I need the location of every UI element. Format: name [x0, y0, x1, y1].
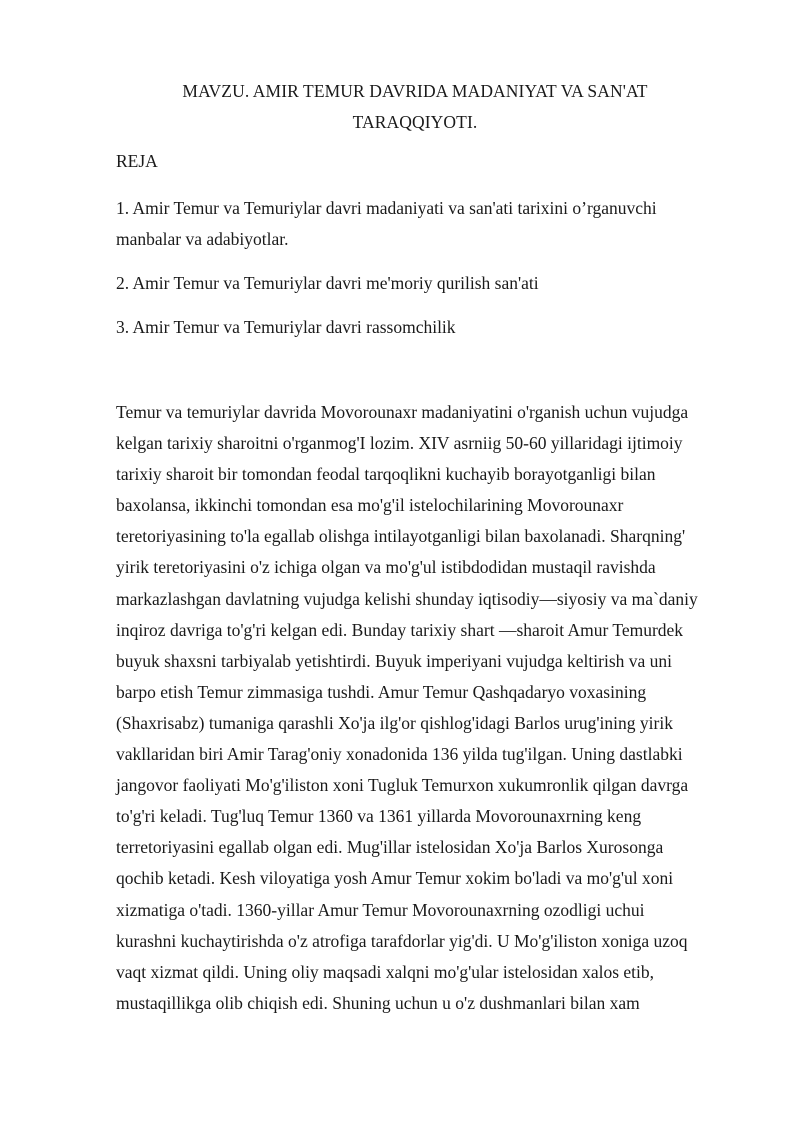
body-line: kelgan tarixiy sharoitni o'rganmog'I lozim. XIV asrniig 50-60 yillaridagi ijtimoiy: [116, 433, 683, 454]
body-line: vakllaridan biri Amir Tarag'oniy xonadonida 136 yilda tug'ilgan. Uning dastlabki: [116, 744, 683, 765]
body-line: mustaqillikga olib chiqish edi. Shuning uchun u o'z dushmanlari bilan xam: [116, 992, 640, 1013]
body-line: yirik teretoriyasini o'z ichiga olgan va mo'g'ul istibdodidan mustaqil ravishda: [116, 557, 656, 578]
body-line: to'g'ri keladi. Tug'luq Temur 1360 va 1361 yillarda Movorounaxrning keng: [116, 806, 642, 827]
title-line-2: TARAQQIYOTI.: [352, 112, 478, 132]
body-paragraph: [116, 399, 756, 1021]
body-line: jangovor faoliyati Mo'g'iliston xoni Tugluk Temurxon xukumronlik qilgan davrga: [116, 775, 689, 796]
plan-heading: REJA: [116, 151, 158, 171]
document-title: [150, 76, 680, 138]
plan-item-3: 3. Amir Temur va Temuriylar davri rassomchilik: [116, 317, 456, 337]
body-line: terretoriyasini egallab olgan edi. Mug'illar istelosidan Xo'ja Barlos Xurosonga: [116, 837, 664, 858]
body-line: barpo etish Temur zimmasiga tushdi. Amur Temur Qashqadaryo voxasining: [116, 681, 647, 702]
plan-item-2: 2. Amir Temur va Temuriylar davri me'moriy qurilish san'ati: [116, 273, 539, 293]
body-line: tarixiy sharoit bir tomondan feodal tarqoqlikni kuchayib borayotganligi bilan: [116, 464, 656, 485]
body-line: teretoriyasining to'la egallab olishga intilayotganligi bilan baxolanadi. Sharqning': [116, 526, 686, 547]
body-line: kurashni kuchaytirishda o'z atrofiga tarafdorlar yig'di. U Mo'g'iliston xoniga uzoq: [116, 930, 688, 951]
body-line: inqiroz davriga to'g'ri kelgan edi. Bunday tarixiy shart —sharoit Amur Temurdek: [116, 619, 684, 640]
body-line: baxolansa, ikkinchi tomondan esa mo'g'il istelochilarining Movorounaxr: [116, 495, 624, 516]
body-line: markazlashgan davlatning vujudga kelishi shunday iqtisodiy—siyosiy va ma`daniy: [116, 588, 698, 609]
plan-item-1-line-2: manbalar va adabiyotlar.: [116, 229, 289, 249]
body-line: qochib ketadi. Kesh viloyatiga yosh Amur Temur xokim bo'ladi va mo'g'ul xoni: [116, 868, 674, 889]
body-line: xizmatiga o'tadi. 1360-yillar Amur Temur Movorounaxrning ozodligi uchui: [116, 899, 645, 920]
body-line: vaqt xizmat qildi. Uning oliy maqsadi xalqni mo'g'ular istelosidan xalos etib,: [116, 961, 655, 982]
body-line: (Shaxrisabz) tumaniga qarashli Xo'ja ilg'or qishlog'idagi Barlos urug'ining yirik: [116, 712, 673, 733]
title-line-1: MAVZU. AMIR TEMUR DAVRIDA MADANIYAT VA SAN'AT: [182, 81, 648, 101]
body-line: Temur va temuriylar davrida Movorounaxr madaniyatini o'rganish uchun vujudga: [116, 402, 689, 422]
body-line: buyuk shaxsni tarbiyalab yetishtirdi. Buyuk imperiyani vujudga keltirish va uni: [116, 650, 673, 671]
plan-item-1-line-1: 1. Amir Temur va Temuriylar davri madaniyati va san'ati tarixini o’rganuvchi: [116, 198, 657, 218]
